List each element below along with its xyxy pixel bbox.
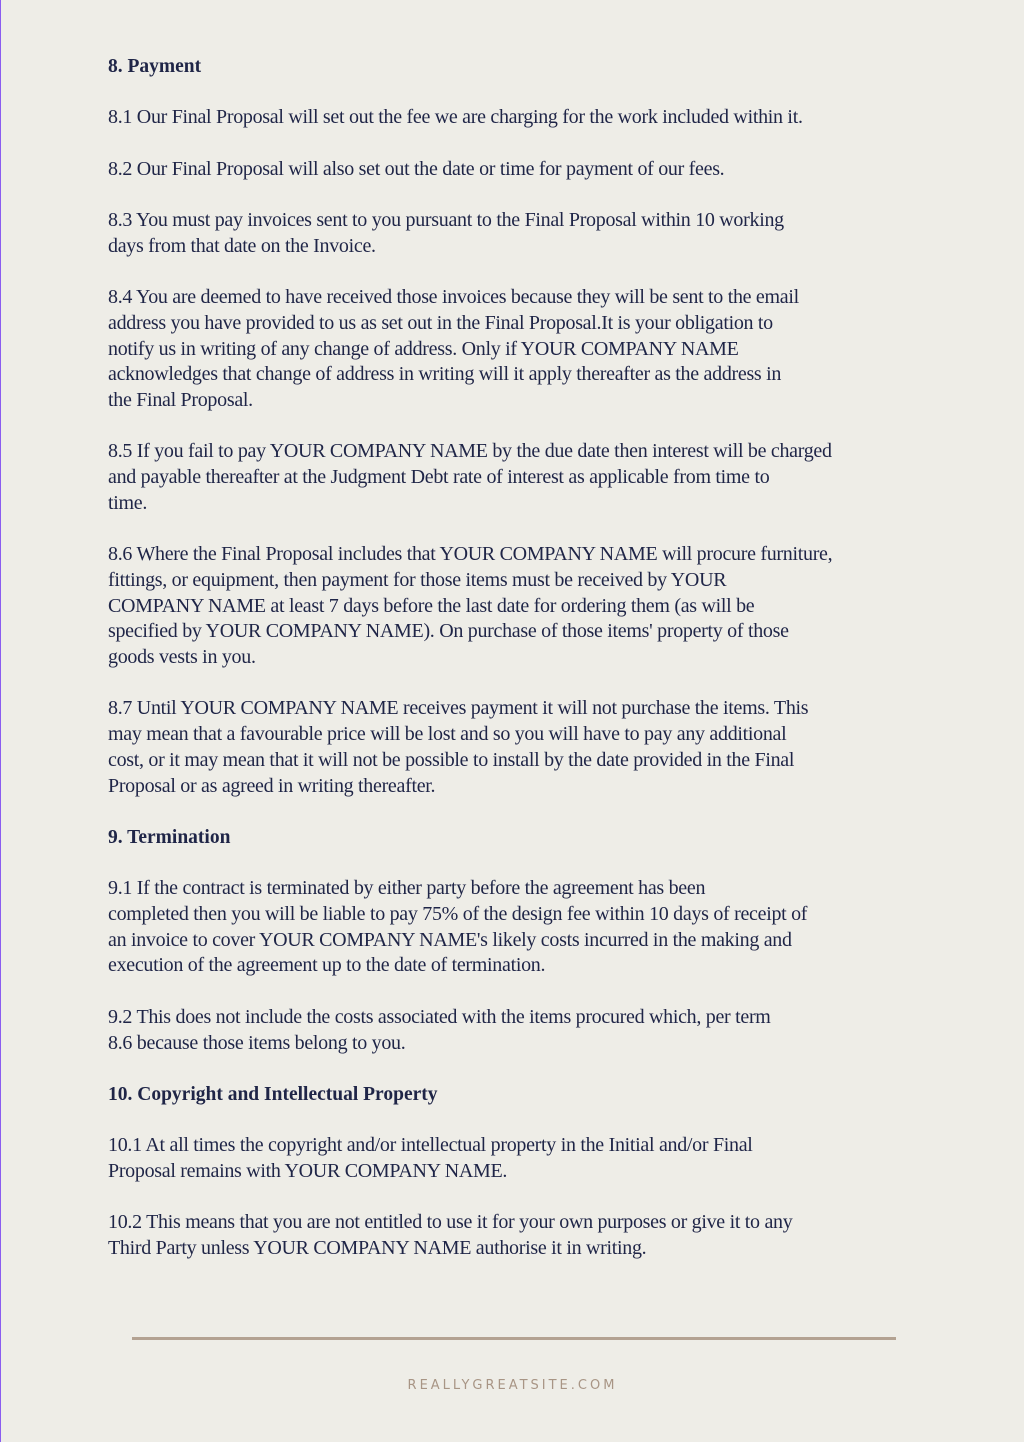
text-line: Proposal remains with YOUR COMPANY NAME. <box>108 1160 508 1183</box>
clause-paragraph <box>108 696 938 799</box>
footer-website: REALLYGREATSITE.COM <box>407 1378 618 1393</box>
document-body <box>108 54 938 1288</box>
clause-paragraph <box>108 439 938 516</box>
text-line: the Final Proposal. <box>108 389 253 412</box>
text-line: Third Party unless YOUR COMPANY NAME authorise it in writing. <box>108 1237 647 1260</box>
text-line: 8.4 You are deemed to have received those invoices because they will be sent to the email <box>108 286 799 309</box>
text-line: an invoice to cover YOUR COMPANY NAME's likely costs incurred in the making and <box>108 928 792 951</box>
section-heading: 9. Termination <box>108 826 231 848</box>
clause-paragraph <box>108 1210 938 1261</box>
text-line: address you have provided to us as set out in the Final Proposal.It is your obligation to <box>108 311 773 334</box>
text-line: may mean that a favourable price will be lost and so you will have to pay any additional <box>108 723 787 746</box>
text-line: 9.2 This does not include the costs associated with the items procured which, per term <box>108 1005 771 1028</box>
text-line: 8.6 Where the Final Proposal includes that YOUR COMPANY NAME will procure furniture, <box>108 543 833 566</box>
clause-paragraph <box>108 285 938 414</box>
section <box>108 825 938 1056</box>
text-line: acknowledges that change of address in writing will it apply thereafter as the address in <box>108 363 782 386</box>
clause-paragraph <box>108 1005 938 1056</box>
clause-paragraph <box>108 876 938 979</box>
text-line: 8.2 Our Final Proposal will also set out the date or time for payment of our fees. <box>108 157 725 180</box>
text-line: 8.6 because those items belong to you. <box>108 1031 406 1054</box>
text-line: 8.1 Our Final Proposal will set out the fee we are charging for the work included within it. <box>108 106 803 129</box>
text-line: cost, or it may mean that it will not be possible to install by the date provided in the Final <box>108 748 795 771</box>
text-line: and payable thereafter at the Judgment Debt rate of interest as applicable from time to <box>108 466 770 489</box>
text-line: notify us in writing of any change of address. Only if YOUR COMPANY NAME <box>108 337 739 360</box>
text-line: 10.2 This means that you are not entitled to use it for your own purposes or give it to any <box>108 1211 793 1234</box>
text-line: completed then you will be liable to pay 75% of the design fee within 10 days of receipt of <box>108 903 808 926</box>
section <box>108 1082 938 1262</box>
section-heading: 10. Copyright and Intellectual Property <box>108 1083 438 1105</box>
text-line: days from that date on the Invoice. <box>108 234 376 257</box>
clause-paragraph <box>108 1133 938 1184</box>
text-line: COMPANY NAME at least 7 days before the last date for ordering them (as will be <box>108 594 755 617</box>
text-line: 10.1 At all times the copyright and/or intellectual property in the Initial and/or Final <box>108 1134 753 1157</box>
text-line: Proposal or as agreed in writing thereafter. <box>108 774 436 797</box>
text-line: goods vests in you. <box>108 646 256 669</box>
text-line: specified by YOUR COMPANY NAME). On purchase of those items' property of those <box>108 620 789 643</box>
text-line: 8.3 You must pay invoices sent to you pursuant to the Final Proposal within 10 working <box>108 209 784 232</box>
text-line: time. <box>108 491 148 514</box>
text-line: 8.7 Until YOUR COMPANY NAME receives payment it will not purchase the items. This <box>108 697 809 720</box>
footer-divider <box>132 1337 896 1340</box>
clause-paragraph <box>108 157 938 183</box>
clause-paragraph <box>108 208 938 259</box>
text-line: 8.5 If you fail to pay YOUR COMPANY NAME by the due date then interest will be charged <box>108 440 832 463</box>
clause-paragraph <box>108 105 938 131</box>
text-line: 9.1 If the contract is terminated by either party before the agreement has been <box>108 877 706 900</box>
section-heading: 8. Payment <box>108 56 202 77</box>
text-line: fittings, or equipment, then payment for those items must be received by YOUR <box>108 568 727 591</box>
clause-paragraph <box>108 542 938 671</box>
section <box>108 54 938 799</box>
text-line: execution of the agreement up to the date of termination. <box>108 954 546 977</box>
